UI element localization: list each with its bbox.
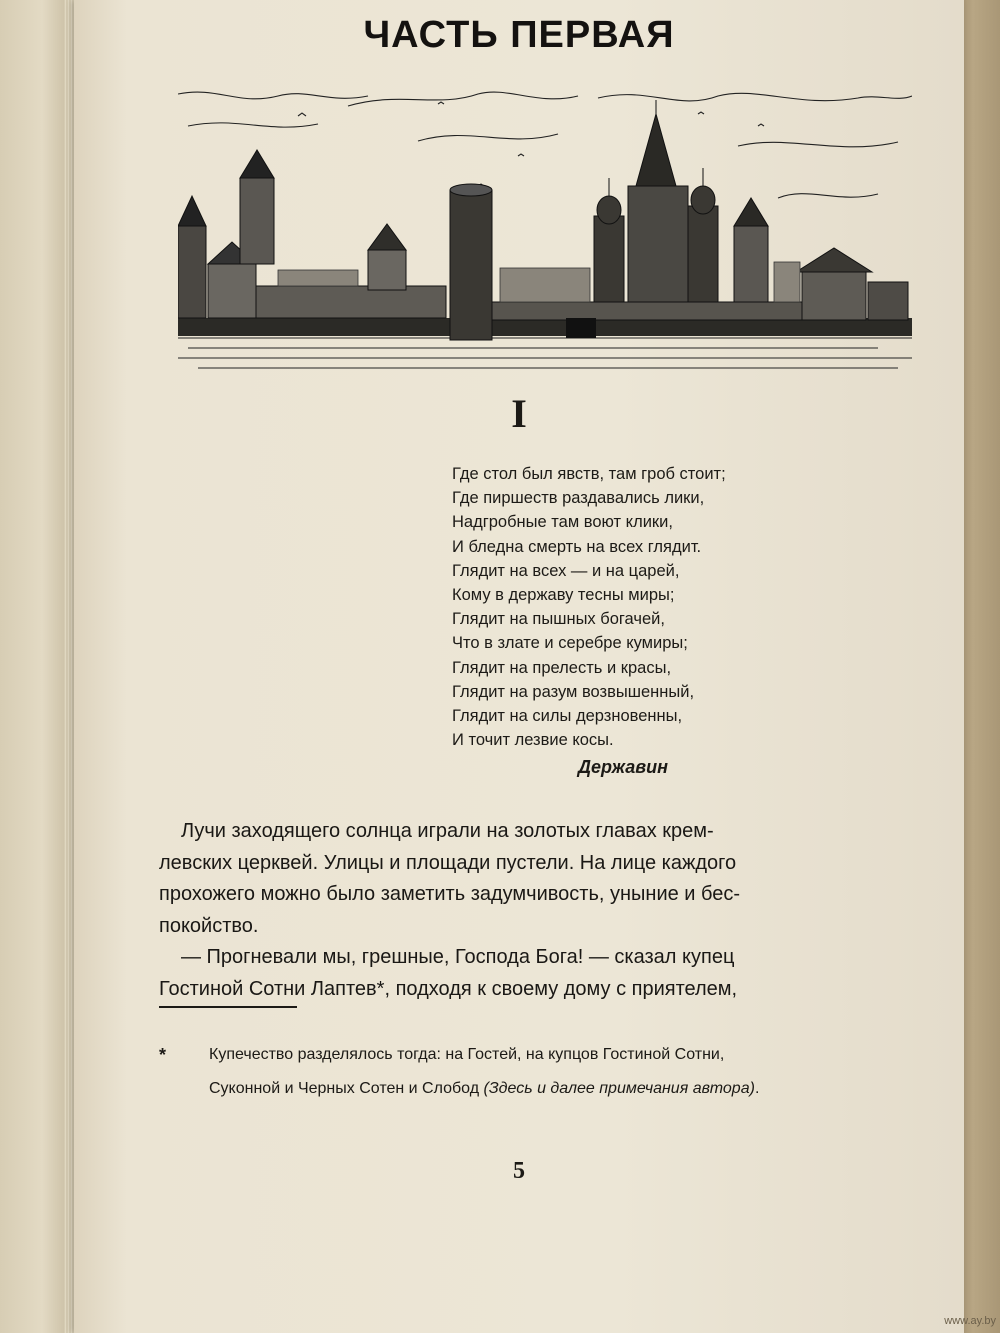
epigraph-line: И бледна смерть на всех глядит. — [452, 537, 702, 556]
previous-page-edge — [0, 0, 70, 1333]
epigraph-author: Державин — [578, 757, 668, 777]
watermark: www.ay.by — [944, 1315, 996, 1327]
epigraph-line: И точит лезвие косы. — [452, 731, 614, 750]
footnote-period: . — [754, 1080, 760, 1097]
footnote-line-1: Купечество разделялось тогда: на Гостей, на купцов Гостиной Сотни, — [209, 1046, 725, 1063]
page-number: 5 — [513, 1158, 525, 1184]
prose-line: — Прогневали мы, грешные, Господа Бога! — сказал купец — [181, 946, 735, 968]
footnote-author-note: (Здесь и далее примечания автора) — [483, 1080, 755, 1097]
prose-line: левских церквей. Улицы и площади пустели. На лице каждого — [159, 851, 737, 874]
epigraph-poem — [452, 462, 872, 752]
epigraph-line: Глядит на силы дерзновенны, — [452, 707, 683, 726]
prose-line: Лучи заходящего солнца играли на золотых главах крем- — [181, 820, 714, 842]
part-title: ЧАСТЬ ПЕРВАЯ — [363, 14, 675, 56]
epigraph-line: Где стол был явств, там гроб стоит; — [452, 465, 726, 483]
footnote-separator — [159, 1006, 297, 1008]
chapter-body-text — [159, 816, 891, 1005]
footnote-line-2-text: Суконной и Черных Сотен и Слобод — [209, 1080, 480, 1097]
prose-line: Гостиной Сотни Лаптев*, подходя к своему дому с приятелем, — [159, 977, 738, 1000]
chapter-number: I — [511, 391, 527, 436]
prose-line: покойство. — [159, 914, 259, 937]
epigraph-line: Что в злате и серебре кумиры; — [452, 634, 688, 653]
epigraph-line: Глядит на всех — и на царей, — [452, 561, 680, 580]
book-page — [74, 0, 964, 1333]
prose-line: прохожего можно было заметить задумчивость, уныние и бес- — [159, 883, 741, 905]
epigraph-line: Надгробные там воют клики, — [452, 513, 673, 532]
epigraph-line: Кому в державу тесны миры; — [452, 586, 675, 605]
epigraph-line: Глядит на пышных богачей, — [452, 610, 665, 629]
kremlin-engraving-illustration — [178, 86, 912, 376]
footnote-mark: * — [159, 1045, 167, 1065]
footnote — [159, 1038, 919, 1106]
epigraph-line: Где пиршеств раздавались лики, — [452, 489, 705, 508]
epigraph-line: Глядит на прелесть и красы, — [452, 658, 672, 677]
epigraph-line: Глядит на разум возвышенный, — [452, 682, 695, 701]
footnote-line-2 — [209, 1072, 919, 1106]
